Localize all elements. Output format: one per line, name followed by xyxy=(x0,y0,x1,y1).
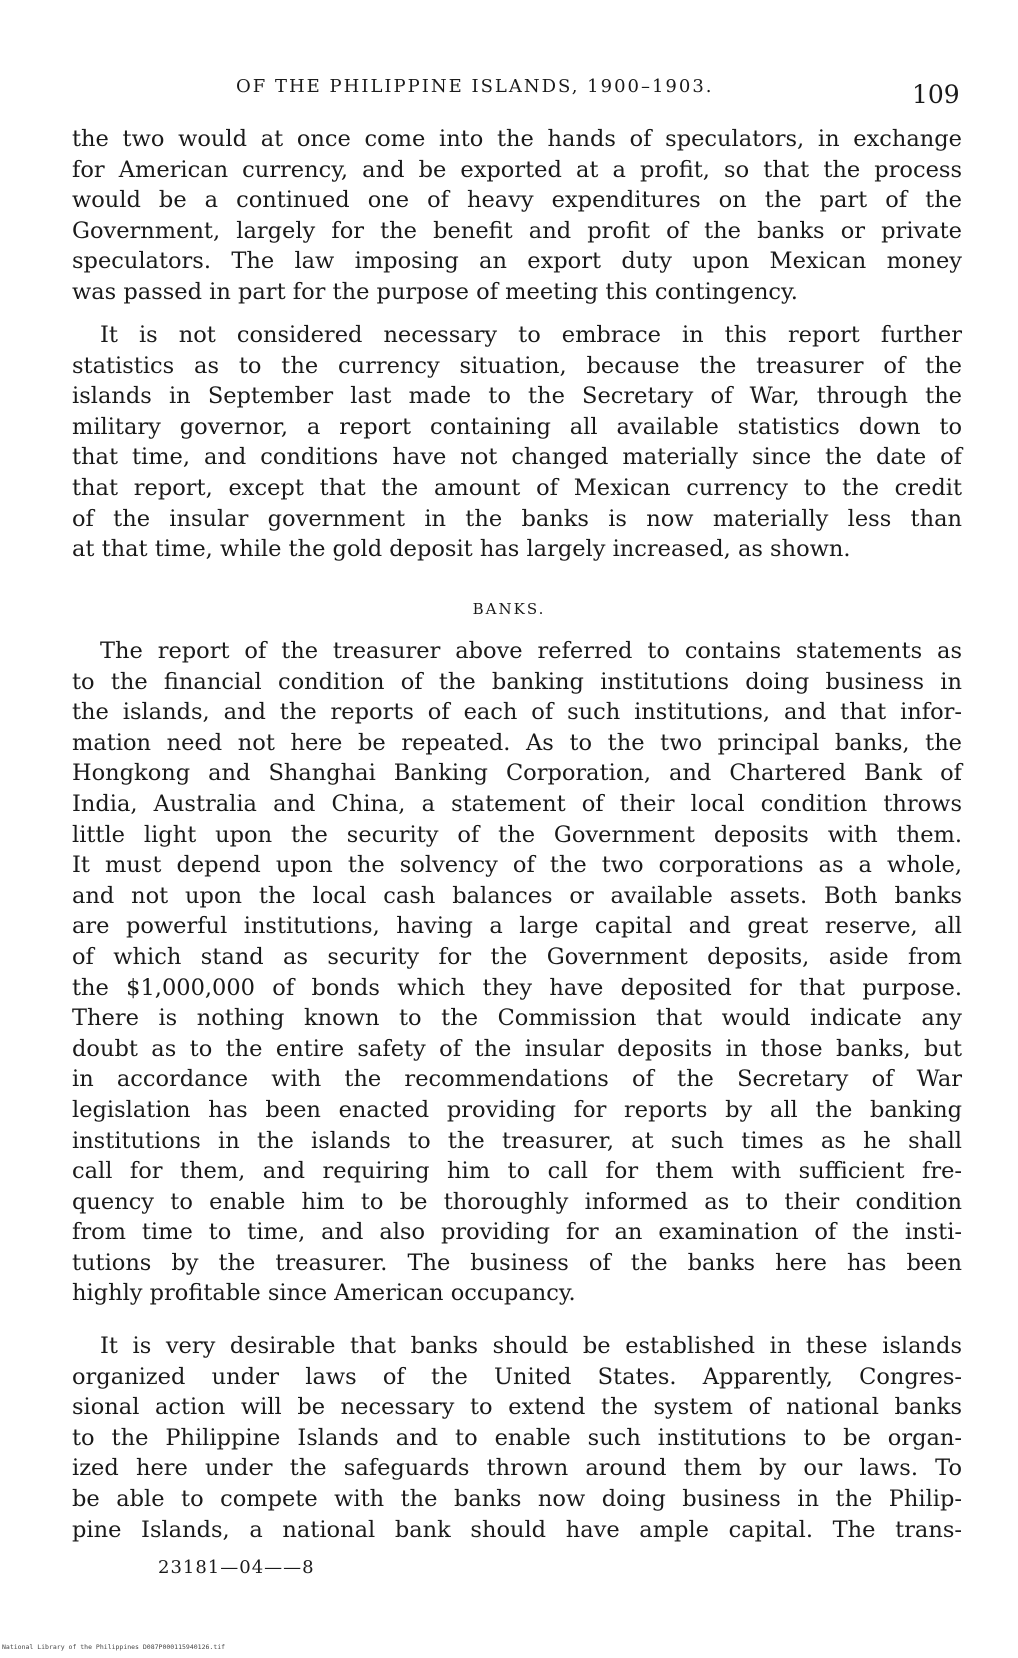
text-line: the $1,000,000 of bonds which they have deposited for that purpose. xyxy=(72,974,962,1001)
text-line: It is not considered necessary to embrace in this report further xyxy=(100,322,962,348)
text-line: from time to time, and also providing for an examination of the insti- xyxy=(72,1219,962,1246)
text-line: are powerful institutions, having a large capital and great reserve, all xyxy=(72,913,962,940)
running-head: OF THE PHILIPPINE ISLANDS, 1900–1903. xyxy=(236,76,714,97)
text-line: would be a continued one of heavy expenditures on the part of the xyxy=(72,187,962,214)
text-line: of the insular government in the banks is now materially less than xyxy=(72,505,962,532)
text-line: It must depend upon the solvency of the two corporations as a whole, xyxy=(72,852,962,879)
page-number: 109 xyxy=(912,80,960,109)
text-line: There is nothing known to the Commission that would indicate any xyxy=(72,1005,962,1032)
text-line: of which stand as security for the Government deposits, aside from xyxy=(72,943,962,970)
text-line: mation need not here be repeated. As to the two principal banks, the xyxy=(72,729,962,756)
paragraph-currency-speculation xyxy=(72,124,962,308)
paragraph-currency-statistics xyxy=(72,320,962,565)
text-line: statistics as to the currency situation, because the treasurer of the xyxy=(72,352,962,379)
text-line: islands in September last made to the Secretary of War, through the xyxy=(72,383,962,410)
text-line: The report of the treasurer above referred to contains statements as xyxy=(100,638,962,664)
text-line: quency to enable him to be thoroughly informed as to their condition xyxy=(72,1188,962,1215)
text-line: that report, except that the amount of Mexican currency to the credit xyxy=(72,474,962,501)
text-line: for American currency, and be exported at a profit, so that the process xyxy=(72,156,962,183)
text-line: highly profitable since American occupancy. xyxy=(72,1280,576,1307)
text-line: in accordance with the recommendations of the Secretary of War xyxy=(72,1066,962,1093)
text-line: It is very desirable that banks should be established in these islands xyxy=(100,1333,962,1359)
text-line: institutions in the islands to the treasurer, at such times as he shall xyxy=(72,1127,962,1154)
text-line: legislation has been enacted providing for reports by all the banking xyxy=(72,1096,962,1123)
text-line: military governor, a report containing all available statistics down to xyxy=(72,413,962,440)
text-line: little light upon the security of the Government deposits with them. xyxy=(72,821,962,848)
text-line: doubt as to the entire safety of the insular deposits in those banks, but xyxy=(72,1035,962,1062)
text-line: that time, and conditions have not changed materially since the date of xyxy=(72,444,962,471)
text-line: India, Australia and China, a statement of their local condition throws xyxy=(72,790,962,817)
text-line: at that time, while the gold deposit has largely increased, as shown. xyxy=(72,536,851,563)
section-heading-banks: BANKS. xyxy=(472,600,546,618)
text-line: Government, largely for the benefit and profit of the banks or private xyxy=(72,217,962,244)
text-line: ized here under the safeguards thrown around them by our laws. To xyxy=(72,1455,962,1482)
text-line: Hongkong and Shanghai Banking Corporation, and Chartered Bank of xyxy=(72,760,962,787)
text-line: speculators. The law imposing an export duty upon Mexican money xyxy=(72,248,962,275)
text-line: call for them, and requiring him to call for them with sufficient fre- xyxy=(72,1158,962,1185)
text-line: to the financial condition of the banking institutions doing business in xyxy=(72,668,962,695)
text-line: sional action will be necessary to extend the system of national banks xyxy=(72,1394,962,1421)
text-line: was passed in part for the purpose of meeting this contingency. xyxy=(72,278,798,305)
text-line: tutions by the treasurer. The business of the banks here has been xyxy=(72,1249,962,1276)
paragraph-banks-report xyxy=(72,636,962,1309)
text-line: the two would at once come into the hands of speculators, in exchange xyxy=(72,126,962,152)
text-line: to the Philippine Islands and to enable such institutions to be organ- xyxy=(72,1424,962,1451)
text-line: and not upon the local cash balances or available assets. Both banks xyxy=(72,882,962,909)
scan-footer-stamp: National Library of the Philippines D087P000115940126.tif xyxy=(2,1643,226,1651)
paragraph-national-banks xyxy=(72,1331,962,1545)
text-line: pine Islands, a national bank should have ample capital. The trans- xyxy=(72,1516,962,1543)
text-line: the islands, and the reports of each of such institutions, and that infor- xyxy=(72,699,962,726)
printer-signature-mark: 23181—04——8 xyxy=(158,1557,315,1578)
text-line: organized under laws of the United States. Apparently, Congres- xyxy=(72,1363,962,1390)
text-line: be able to compete with the banks now doing business in the Philip- xyxy=(72,1485,962,1512)
